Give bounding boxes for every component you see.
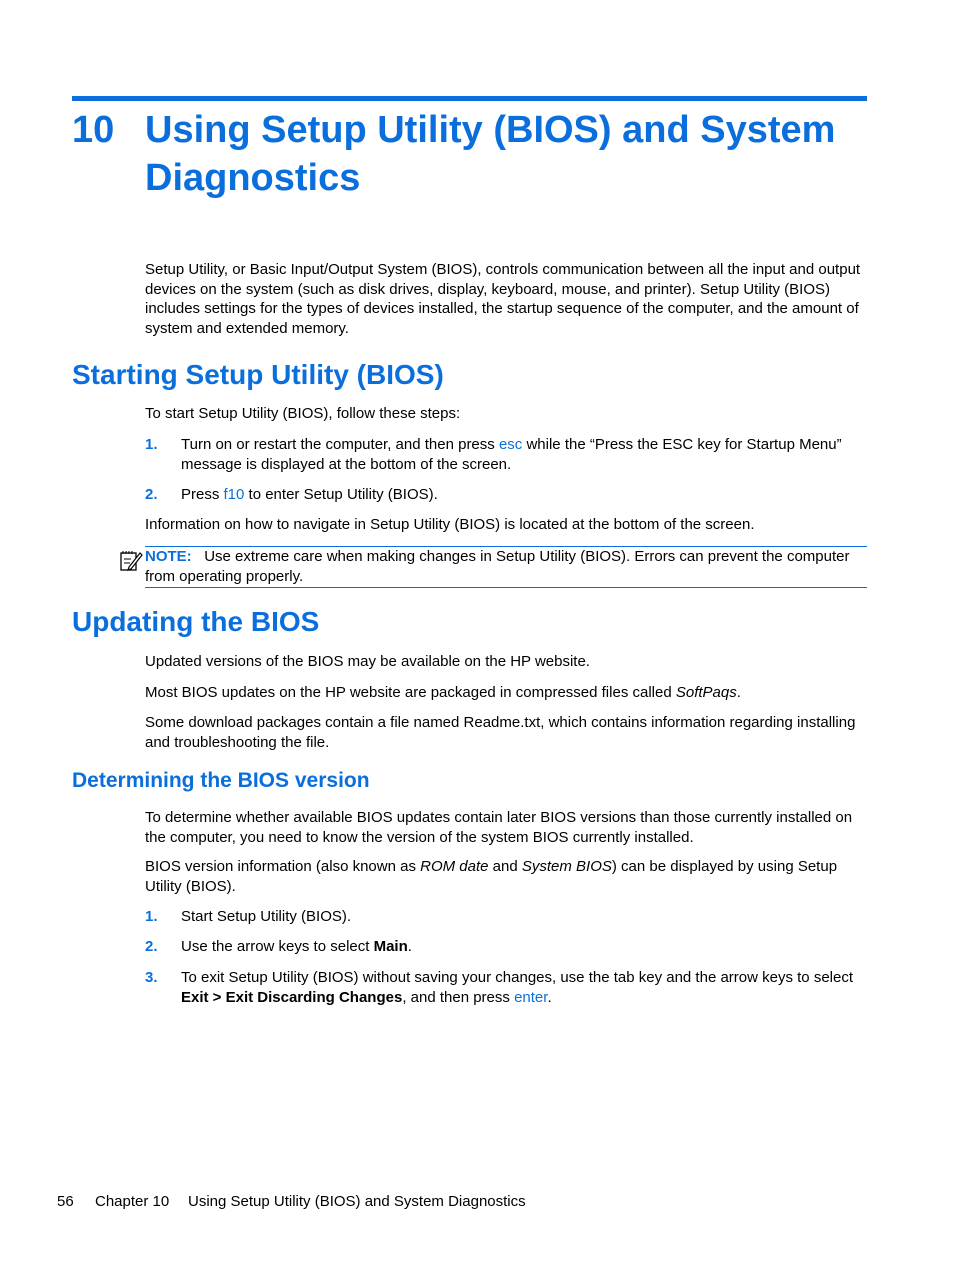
starting-lead: To start Setup Utility (BIOS), follow these steps: xyxy=(145,405,461,422)
step-text: Turn on or restart the computer, and then press esc while the “Press the ESC key for Startup Menu” message is displayed at the bottom of the screen. xyxy=(181,436,842,473)
footer-title: Using Setup Utility (BIOS) and System Diagnostics xyxy=(188,1193,526,1210)
step-number: 2. xyxy=(145,938,158,955)
step-number: 2. xyxy=(145,486,158,503)
note-box xyxy=(145,546,867,588)
step-text: Press f10 to enter Setup Utility (BIOS). xyxy=(181,486,438,503)
navigation-info: Information on how to navigate in Setup Utility (BIOS) is located at the bottom of the screen. xyxy=(145,516,755,533)
page-number: 56 xyxy=(57,1193,74,1210)
updating-paragraph-2: Most BIOS updates on the HP website are packaged in compressed files called SoftPaqs. xyxy=(145,684,741,701)
section-heading-starting: Starting Setup Utility (BIOS) xyxy=(72,359,444,390)
step-text: Start Setup Utility (BIOS). xyxy=(181,908,352,925)
note-label: NOTE: xyxy=(145,548,192,565)
note-text: NOTE: Use extreme care when making changes in Setup Utility (BIOS). Errors can prevent the computer from operating properly. xyxy=(145,548,850,585)
version-paragraph-1: To determine whether available BIOS updates contain later BIOS versions than those currently installed on the computer, you need to know the version of the system BIOS currently installed. xyxy=(145,809,853,846)
key-enter: enter xyxy=(514,988,548,1006)
step-number: 1. xyxy=(145,436,158,453)
intro-paragraph: Setup Utility, or Basic Input/Output System (BIOS), controls communication between all the input and output devices on the system (such as disk drives, display, keyboard, mouse, and printer). Setup Utility (BIOS) includes settings for the types of devices installed, the startup sequence of the computer, and the amount of system and extended memory. xyxy=(145,261,861,337)
footer-chapter: Chapter 10 xyxy=(95,1193,170,1210)
subsection-heading-version: Determining the BIOS version xyxy=(72,769,370,792)
step-text: Use the arrow keys to select Main. xyxy=(181,938,412,955)
chapter-rule xyxy=(72,96,867,101)
step-text: To exit Setup Utility (BIOS) without saving your changes, use the tab key and the arrow keys to select Exit > Exit Discarding Changes, and then press enter. xyxy=(181,969,853,1006)
note-pencil-icon xyxy=(119,548,143,572)
key-esc: esc xyxy=(498,436,523,453)
step-number: 1. xyxy=(145,908,158,925)
step-number: 3. xyxy=(145,969,158,986)
version-paragraph-2: BIOS version information (also known as ROM date and System BIOS) can be displayed by using Setup Utility (BIOS). xyxy=(145,858,838,895)
chapter-number: 10 xyxy=(72,109,115,151)
chapter-title: Using Setup Utility (BIOS) and System Diagnostics xyxy=(145,109,836,199)
updating-paragraph-3: Some download packages contain a file named Readme.txt, which contains information regarding installing and troubleshooting the file. xyxy=(145,714,856,751)
section-heading-updating: Updating the BIOS xyxy=(72,606,320,637)
key-f10: f10 xyxy=(223,486,245,503)
updating-paragraph-1: Updated versions of the BIOS may be available on the HP website. xyxy=(145,653,590,670)
